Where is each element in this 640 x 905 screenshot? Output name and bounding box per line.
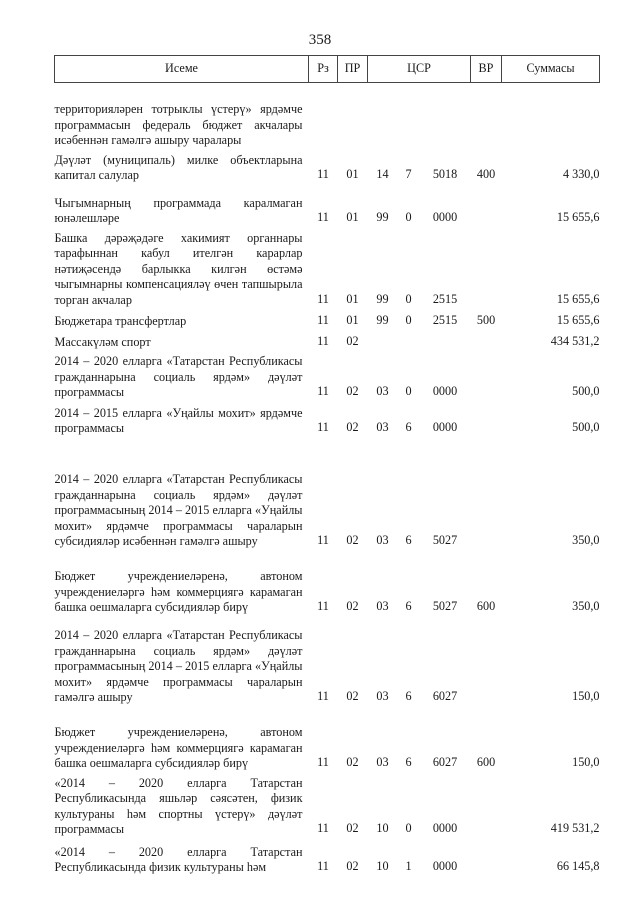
- table-row: [55, 149, 600, 184]
- row-vr: [471, 616, 502, 706]
- row-name: Чыгымнарның программада каралмаган юнәлешләре: [54, 195, 303, 225]
- row-name: «2014 – 2020 елларга Татарстан Республикасында яшьләр сәясәтен, физик культураны һәм спортны үстерү» дәүләт программасы: [54, 775, 303, 836]
- row-pr: 01: [346, 291, 359, 306]
- row-name: 2014 – 2015 елларга «Уңайлы мохит» ярдәмче программасы: [54, 405, 303, 435]
- row-csr-1: 99: [376, 210, 389, 224]
- row-pr: 02: [346, 333, 359, 348]
- row-vr: [471, 350, 502, 401]
- header-vr: ВР: [471, 56, 502, 83]
- row-sum: 350,0: [572, 533, 600, 547]
- row-name: 2014 – 2020 елларга «Татарстан Республикасы гражданнарына социаль ярдәм» дәүләт программасы: [54, 354, 303, 399]
- header-rz: Рз: [309, 56, 338, 83]
- row-rz: 11: [317, 312, 329, 327]
- row-pr: 02: [346, 755, 359, 769]
- row-vr: 600: [476, 599, 496, 613]
- table-row: [55, 184, 600, 227]
- page-number: 358: [308, 32, 332, 48]
- row-csr-2: [398, 83, 420, 149]
- row-rz: 11: [317, 333, 329, 348]
- row-csr-2: [398, 329, 420, 350]
- row-vr: [471, 83, 502, 149]
- table-row: [55, 437, 600, 550]
- table-row: [55, 227, 600, 309]
- row-pr: 02: [346, 533, 359, 547]
- row-sum: 150,0: [572, 755, 600, 769]
- row-sum: 500,0: [572, 420, 600, 434]
- row-name: 2014 – 2020 елларга «Татарстан Республикасы гражданнарына социаль ярдәм» дәүләт программасының 2014 – 2015 елларга «Уңайлы мохит» ярдәмче программасы чараларын субсидияләр исәбеннән гамәлгә ашыру: [54, 472, 303, 548]
- row-name: Бюджетара трансфертлар: [54, 313, 187, 328]
- row-csr-2: 0: [405, 312, 412, 327]
- row-csr-2: 6: [405, 599, 412, 613]
- row-csr-1: [368, 329, 398, 350]
- table-row: [55, 616, 600, 706]
- row-csr-1: 03: [376, 533, 389, 547]
- table-row: [55, 329, 600, 350]
- row-csr-1: 03: [376, 420, 389, 434]
- row-csr-1: 10: [376, 821, 389, 835]
- budget-table: [54, 55, 600, 876]
- row-rz: 11: [317, 599, 329, 613]
- header-csr: ЦСР: [368, 56, 471, 83]
- row-name: Башка дәрәҗәдәге хакимият органнары тарафыннан кабул ителгән карарлар нәтиҗәсендә барлыкка килгән өстәмә чыгымнарны компенсацияләү өчен тапшырыла торган акчалар: [54, 230, 303, 307]
- row-sum: 66 145,8: [556, 859, 600, 873]
- row-vr: 600: [476, 755, 496, 769]
- row-rz: 11: [317, 689, 329, 703]
- row-csr-1: 99: [376, 291, 389, 306]
- row-csr-3: [420, 83, 471, 149]
- row-vr: [471, 772, 502, 838]
- row-name: территорияләрен тотрыклы үстерү» ярдәмче программасын федераль бюджет акчалары исәбеннән гамәлгә ашыру чаралары: [54, 102, 303, 147]
- table-row: [55, 772, 600, 838]
- table-row: [55, 401, 600, 437]
- table-row: [55, 83, 600, 149]
- row-csr-3: 0000: [432, 859, 458, 873]
- row-name: 2014 – 2020 елларга «Татарстан Республикасы гражданнарына социаль ярдәм» дәүләт программасының 2014 – 2015 елларга «Уңайлы мохит» ярдәмче программасы чараларын гамәлгә ашыру: [54, 628, 303, 704]
- row-name: «2014 – 2020 елларга Татарстан Республикасында физик культураны һәм: [54, 844, 303, 874]
- row-vr: [471, 184, 502, 227]
- row-csr-2: 0: [405, 210, 412, 224]
- row-csr-3: 5018: [432, 167, 458, 181]
- row-pr: 02: [346, 859, 359, 873]
- row-csr-2: 6: [405, 420, 412, 434]
- row-pr: 02: [346, 821, 359, 835]
- row-csr-1: 03: [376, 755, 389, 769]
- row-sum: 4 330,0: [562, 167, 600, 181]
- row-csr-1: 03: [376, 689, 389, 703]
- row-csr-2: 7: [405, 167, 412, 181]
- row-name: Дәүләт (муниципаль) милке объектларына капитал салулар: [54, 152, 303, 182]
- row-pr: 01: [346, 210, 359, 224]
- row-rz: 11: [317, 291, 329, 306]
- row-rz: 11: [317, 167, 329, 181]
- row-name: Бюджет учреждениеләренә, автоном учреждениеләргә һәм коммерциягә карамаган башка оешмаларга субсидияләр бирү: [54, 725, 303, 770]
- row-sum: [502, 83, 600, 149]
- row-pr: 02: [346, 384, 359, 398]
- row-csr-1: 14: [376, 167, 389, 181]
- row-csr-3: 2515: [432, 291, 458, 306]
- row-sum: 350,0: [572, 599, 600, 613]
- row-vr: 500: [476, 312, 496, 327]
- row-pr: [338, 83, 368, 149]
- row-csr-3: 0000: [432, 384, 458, 398]
- row-csr-2: 6: [405, 533, 412, 547]
- row-csr-2: 6: [405, 689, 412, 703]
- row-rz: 11: [317, 210, 329, 224]
- row-pr: 01: [346, 312, 359, 327]
- row-csr-2: 0: [405, 821, 412, 835]
- row-sum: 434 531,2: [550, 333, 600, 348]
- row-rz: 11: [317, 384, 329, 398]
- row-csr-3: 0000: [432, 210, 458, 224]
- row-pr: 02: [346, 599, 359, 613]
- row-sum: 150,0: [572, 689, 600, 703]
- row-vr: [471, 838, 502, 876]
- row-name: Бюджет учреждениеләренә, автоном учреждениеләргә һәм коммерциягә карамаган башка оешмаларга субсидияләр бирү: [54, 569, 303, 614]
- row-csr-1: 03: [376, 384, 389, 398]
- header-sum: Суммасы: [502, 56, 600, 83]
- row-vr: [471, 401, 502, 437]
- table-header-row: [55, 56, 600, 83]
- row-csr-1: 03: [376, 599, 389, 613]
- row-rz: 11: [317, 821, 329, 835]
- row-csr-3: 6027: [432, 689, 458, 703]
- table-row: [55, 838, 600, 876]
- table-row: [55, 550, 600, 616]
- table-row: [55, 308, 600, 329]
- row-pr: 02: [346, 689, 359, 703]
- row-vr: [471, 437, 502, 550]
- row-csr-3: 0000: [432, 420, 458, 434]
- row-sum: 15 655,6: [556, 210, 600, 224]
- row-csr-1: 10: [376, 859, 389, 873]
- row-csr-2: 6: [405, 755, 412, 769]
- row-csr-3: 6027: [432, 755, 458, 769]
- row-rz: [309, 83, 338, 149]
- row-vr: [471, 329, 502, 350]
- row-csr-2: 0: [405, 384, 412, 398]
- row-name: Массакүләм спорт: [54, 334, 151, 349]
- row-csr-3: [420, 329, 471, 350]
- row-sum: 419 531,2: [550, 821, 600, 835]
- row-sum: 500,0: [572, 384, 600, 398]
- row-sum: 15 655,6: [556, 291, 600, 306]
- table-row: [55, 350, 600, 401]
- header-pr: ПР: [338, 56, 368, 83]
- row-pr: 01: [346, 167, 359, 181]
- row-rz: 11: [317, 755, 329, 769]
- row-csr-2: 0: [405, 291, 412, 306]
- row-csr-1: [368, 83, 398, 149]
- row-vr: [471, 227, 502, 309]
- row-csr-1: 99: [376, 312, 389, 327]
- row-csr-3: 2515: [432, 312, 458, 327]
- row-csr-3: 0000: [432, 821, 458, 835]
- row-sum: 15 655,6: [556, 312, 600, 327]
- row-rz: 11: [317, 533, 329, 547]
- row-vr: 400: [476, 167, 496, 181]
- row-csr-3: 5027: [432, 599, 458, 613]
- table-row: [55, 706, 600, 772]
- header-name: Исеме: [55, 56, 309, 83]
- row-csr-3: 5027: [432, 533, 458, 547]
- row-rz: 11: [317, 420, 329, 434]
- row-csr-2: 1: [405, 859, 412, 873]
- row-rz: 11: [317, 859, 329, 873]
- row-pr: 02: [346, 420, 359, 434]
